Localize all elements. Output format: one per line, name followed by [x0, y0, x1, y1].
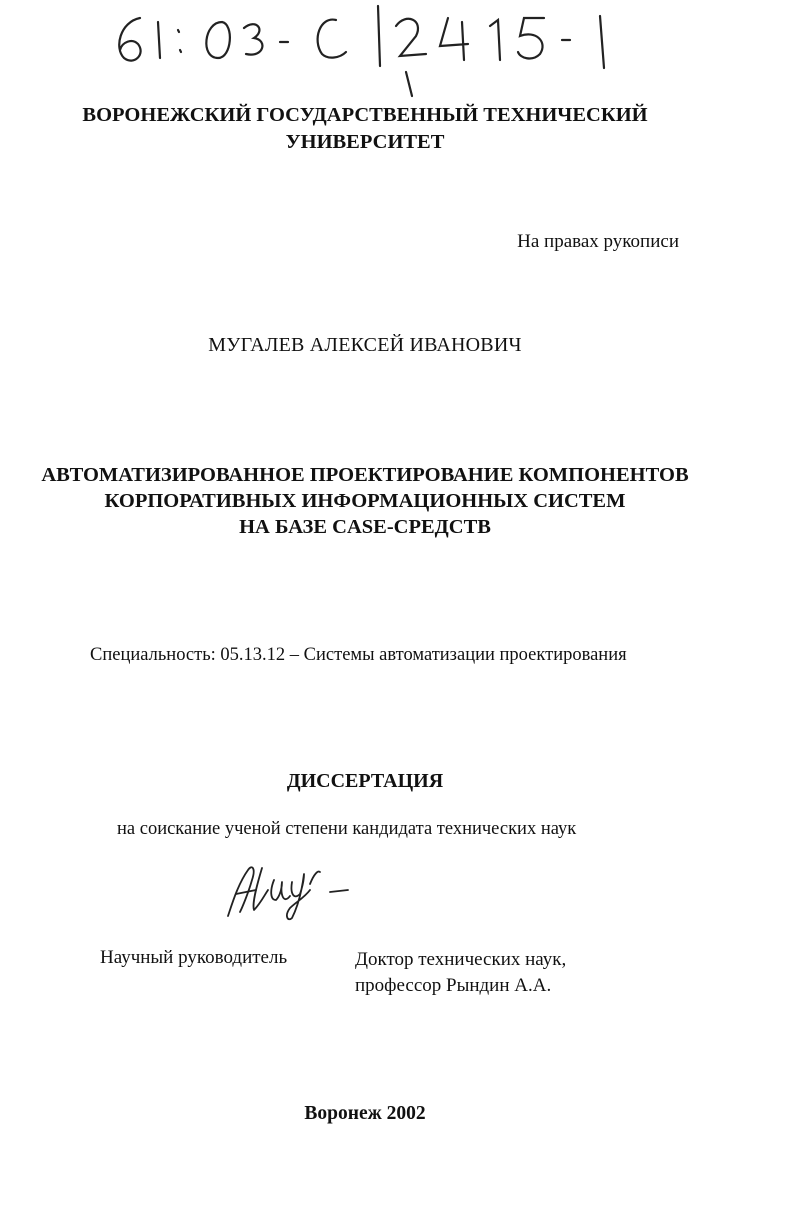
degree-description: на соискание ученой степени кандидата технических наук: [117, 819, 577, 839]
university-line-1: ВОРОНЕЖСКИЙ ГОСУДАРСТВЕННЫЙ ТЕХНИЧЕСКИЙ: [82, 104, 648, 126]
rights-notice: На правах рукописи: [517, 231, 679, 252]
handwritten-catalog-number: [100, 0, 680, 100]
university-name: [0, 102, 730, 156]
advisor-degree: Доктор технических наук,: [355, 949, 567, 970]
advisor-label: Научный руководитель: [100, 947, 288, 968]
university-line-2: УНИВЕРСИТЕТ: [285, 131, 445, 153]
city-year: Воронеж 2002: [304, 1103, 426, 1124]
title-line-2: КОРПОРАТИВНЫХ ИНФОРМАЦИОННЫХ СИСТЕМ: [104, 490, 626, 512]
specialty: Специальность: 05.13.12 – Системы автоматизации проектирования: [90, 645, 627, 665]
title-line-1: АВТОМАТИЗИРОВАННОЕ ПРОЕКТИРОВАНИЕ КОМПОНЕНТОВ: [41, 464, 689, 486]
advisor-info: [355, 947, 566, 999]
advisor-name: профессор Рындин А.А.: [355, 975, 552, 996]
title-line-3: НА БАЗЕ CASE-СРЕДСТВ: [239, 516, 491, 538]
dissertation-title: [0, 462, 730, 540]
author-name: МУГАЛЕВ АЛЕКСЕЙ ИВАНОВИЧ: [208, 334, 522, 356]
document-type: ДИССЕРТАЦИЯ: [286, 770, 444, 792]
signature: [222, 860, 362, 922]
